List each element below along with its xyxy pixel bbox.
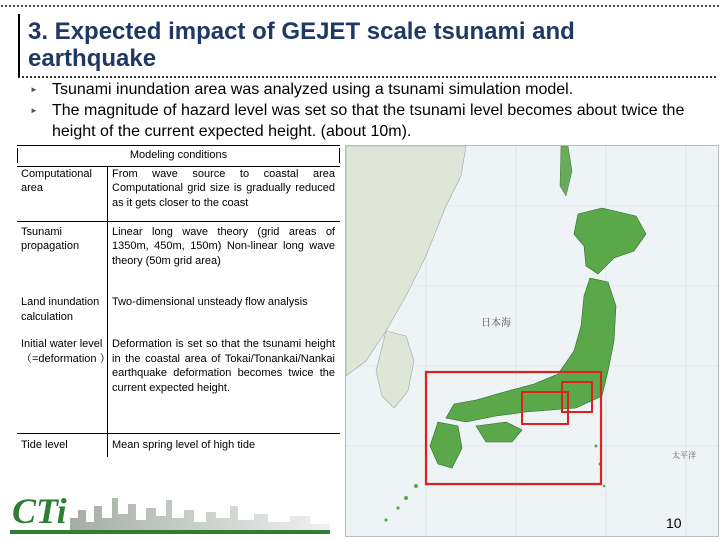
row-value: Two-dimensional unsteady flow analysis bbox=[112, 296, 308, 308]
bullet-list bbox=[30, 79, 710, 142]
page-number: 10 bbox=[666, 515, 682, 531]
bullet-item bbox=[30, 100, 710, 142]
honshu-island bbox=[446, 278, 616, 422]
map-label-pacific: 太平洋 bbox=[672, 451, 696, 460]
row-label: Land inundation calculation bbox=[17, 295, 108, 337]
bullet-text: Tsunami inundation area was analyzed using a tsunami simulation model. bbox=[52, 81, 574, 98]
page-title: 3. Expected impact of GEJET scale tsunami and earthquake bbox=[28, 18, 575, 72]
shikoku-island bbox=[476, 422, 522, 442]
table-row bbox=[17, 433, 340, 457]
row-label: Initial water level （=deformation ） bbox=[17, 337, 108, 433]
table-row bbox=[17, 337, 340, 433]
map-graphic bbox=[346, 146, 718, 536]
map-label-sea-of-japan: 日本海 bbox=[481, 318, 511, 329]
japan-map bbox=[345, 145, 719, 537]
row-value: From wave source to coastal area Computational grid size is gradually reduced as it gets closer to the coast bbox=[108, 166, 341, 221]
table-row bbox=[17, 295, 340, 337]
row-value: Deformation is set so that the tsunami height in the coastal area of Tokai/Tonankai/Nankai earthquake deformation becomes twice the current expected height. bbox=[108, 337, 341, 433]
modeling-conditions-table bbox=[17, 145, 340, 457]
table-row bbox=[17, 166, 340, 221]
row-label: Tsunami propagation bbox=[17, 221, 108, 295]
top-dotted-border bbox=[0, 4, 720, 8]
row-label: Computational area bbox=[17, 166, 108, 221]
logo-text: CTi bbox=[12, 491, 67, 531]
arrow-bullet-icon: ► bbox=[30, 85, 38, 94]
row-value: Linear long wave theory (grid areas of 1350m, 450m, 150m) Non-linear long wave theory (50m grid area) bbox=[112, 225, 335, 267]
bullet-item bbox=[30, 79, 710, 100]
sakhalin-island bbox=[560, 146, 572, 196]
cti-logo bbox=[10, 488, 330, 534]
table-header-label: Modeling conditions bbox=[17, 148, 340, 163]
row-value: Mean spring level of high tide bbox=[112, 438, 256, 451]
table-row bbox=[17, 221, 340, 295]
table-header bbox=[17, 146, 340, 167]
arrow-bullet-icon: ► bbox=[30, 106, 38, 115]
row-label: Tide level bbox=[17, 433, 108, 457]
kyushu-island bbox=[430, 422, 462, 468]
korean-peninsula bbox=[376, 331, 414, 408]
title-frame bbox=[18, 14, 716, 78]
bullet-text: The magnitude of hazard level was set so that the tsunami level becomes about twice the height of the current expected height. (about 10m). bbox=[52, 102, 685, 140]
hokkaido-island bbox=[574, 208, 646, 274]
